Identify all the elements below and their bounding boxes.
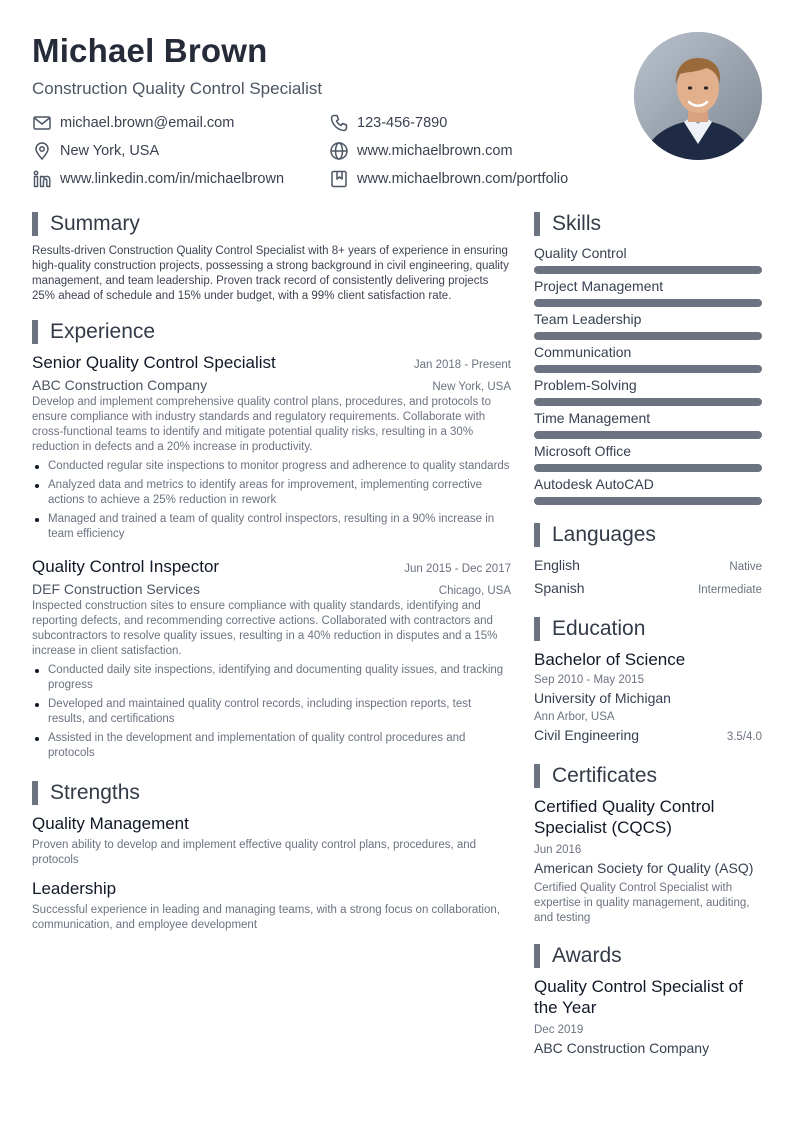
skill-level-bar [534,431,762,439]
website-text: www.michaelbrown.com [357,143,513,159]
education-gpa: 3.5/4.0 [726,731,762,743]
linkedin-icon [32,169,52,189]
certificate-date: Jun 2016 [534,844,582,856]
skill-item [534,442,762,472]
bullet-item: Analyzed data and metrics to identify areas for improvement, implementing corrective actions to achieve a 25% reduction in rework [32,478,511,508]
skill-item [534,409,762,439]
language-level: Native [729,561,762,573]
contact-location [32,140,159,162]
bookmark-icon [329,169,349,189]
education-field-row [534,727,762,744]
job-company: DEF Construction Services [32,581,201,597]
certificate-title: Certified Quality Control Specialist (CQCS) [534,797,715,837]
languages-heading: Languages [534,521,762,549]
skill-item [534,277,762,307]
summary-heading: Summary [32,210,511,238]
skill-name: Time Management [534,410,651,426]
strengths-heading: Strengths [32,779,511,807]
education-field: Civil Engineering [534,727,640,743]
phone-icon [329,113,349,133]
skill-item [534,376,762,406]
award-date: Dec 2019 [534,1024,584,1036]
education-date: Sep 2010 - May 2015 [534,674,644,686]
education-location: Ann Arbor, USA [534,711,615,723]
linkedin-text: www.linkedin.com/in/michaelbrown [60,171,285,187]
job-entry [32,352,511,542]
certificate-description: Certified Quality Control Specialist with expertise in quality management, auditing, and testing [534,882,750,924]
globe-icon [329,141,349,161]
contact-linkedin[interactable] [32,168,284,190]
bullet-item: Conducted daily site inspections, identifying and documenting quality issues, and tracking progress [32,663,511,693]
contact-info [32,112,632,196]
strength-text: Successful experience in leading and managing teams, with a strong focus on collaboration, communication, and employee development [32,904,500,931]
job-description: Inspected construction sites to ensure compliance with quality standards, identifying and reporting defects, and recommending corrective actions. Collaborated with contractors and subcontractors to resolve quality issues, resulting in a 40% reduction in disputes and a 15% increase in client satisfaction. [32,600,498,657]
contact-website[interactable] [329,140,513,162]
strength-text: Proven ability to develop and implement effective quality control plans, procedures, and protocols [32,839,477,866]
job-bullets [32,663,511,761]
strength-item [32,813,511,868]
job-title: Quality Control Inspector [32,557,220,576]
summary-text: Results-driven Construction Quality Control Specialist with 8+ years of experience in ensuring high-quality construction projects, possessing a strong background in civil engineering, quality management, and team leadership. Proven track record of consistently delivering projects 25% ahead of schedule and 15% under budget, with a 99% client satisfaction rate. [32,245,509,302]
skill-level-bar [534,398,762,406]
job-description: Develop and implement comprehensive quality control plans, procedures, and protocols to ensure compliance with industry standards and regulatory requirements. Collaborate with cross-functional teams to identify and mitigate potential quality risks, resulting in a 30% reduction in defects and a 20% increase in productivity. [32,396,491,453]
phone-text: 123-456-7890 [357,115,448,131]
main-column [32,210,511,933]
education-degree: Bachelor of Science [534,650,686,669]
bullet-item: Assisted in the development and implementation of quality control procedures and protocols [32,731,511,761]
education-school: University of Michigan [534,690,671,706]
experience-heading: Experience [32,318,511,346]
award-title: Quality Control Specialist of the Year [534,977,743,1017]
skill-name: Project Management [534,278,664,294]
skill-item [534,310,762,340]
strength-title: Leadership [32,879,117,898]
skill-name: Problem-Solving [534,377,637,393]
job-title: Senior Quality Control Specialist [32,353,276,372]
skill-name: Communication [534,344,632,360]
education-heading: Education [534,615,762,643]
email-text: michael.brown@email.com [60,115,235,131]
award-issuer: ABC Construction Company [534,1040,710,1056]
skill-level-bar [534,497,762,505]
certificate-issuer: American Society for Quality (ASQ) [534,860,754,876]
skill-level-bar [534,266,762,274]
location-text: New York, USA [60,143,160,159]
skill-level-bar [534,332,762,340]
portfolio-text: www.michaelbrown.com/portfolio [357,171,569,187]
job-date: Jan 2018 - Present [413,359,511,371]
certificates-heading: Certificates [534,762,762,790]
skill-name: Microsoft Office [534,443,631,459]
resume-header [32,30,632,100]
skills-list [534,244,762,505]
skill-item [534,343,762,373]
strength-title: Quality Management [32,814,189,833]
candidate-title: Construction Quality Control Specialist [32,79,323,98]
job-bullets [32,459,511,542]
mail-icon [32,113,52,133]
awards-heading: Awards [534,942,762,970]
language-level: Intermediate [698,584,762,596]
strength-item [32,878,511,933]
contact-phone[interactable] [329,112,447,134]
skill-level-bar [534,464,762,472]
candidate-name: Michael Brown [32,32,268,69]
language-name: Spanish [534,580,585,596]
contact-portfolio[interactable] [329,168,568,190]
skill-name: Autodesk AutoCAD [534,476,654,492]
skill-level-bar [534,365,762,373]
bullet-item: Managed and trained a team of quality control inspectors, resulting in a 90% increase in team efficiency [32,512,511,542]
skill-name: Team Leadership [534,311,642,327]
sidebar-column [534,210,762,1057]
bullet-item: Conducted regular site inspections to monitor progress and adherence to quality standards [32,459,511,474]
skills-heading: Skills [534,210,762,238]
language-name: English [534,557,580,573]
skill-item [534,475,762,505]
job-company: ABC Construction Company [32,377,208,393]
skill-item [534,244,762,274]
contact-email[interactable] [32,112,234,134]
profile-photo [634,32,762,160]
skill-level-bar [534,299,762,307]
bullet-item: Developed and maintained quality control records, including inspection reports, test results, and certifications [32,697,511,727]
skill-name: Quality Control [534,245,627,261]
location-pin-icon [32,141,52,161]
language-item [534,555,762,578]
job-entry [32,556,511,761]
job-location: New York, USA [432,381,511,393]
job-location: Chicago, USA [438,585,511,597]
job-date: Jun 2015 - Dec 2017 [404,563,511,575]
language-item [534,578,762,601]
